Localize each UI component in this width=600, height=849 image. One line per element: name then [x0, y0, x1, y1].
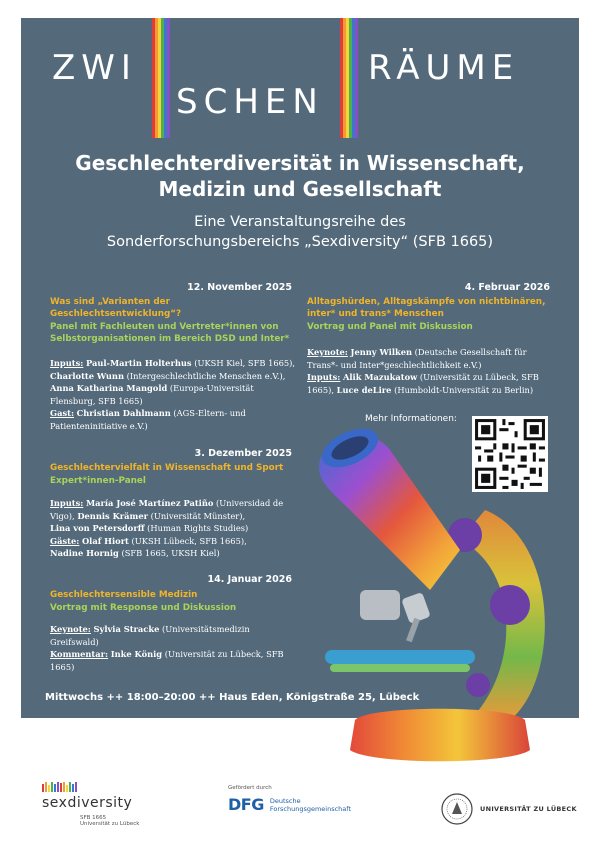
- speaker-line: Anna Katharina Mangold (Europa-Universität: [50, 383, 254, 393]
- dfg-name-line1: Deutsche: [269, 796, 301, 805]
- speaker-line: 1665): [50, 661, 75, 672]
- speaker-line: Greifswald): [50, 636, 99, 647]
- speaker-line: Inputs: Paul-Martin Holterhus (UKSH Kiel, SFB 1665),: [50, 358, 296, 368]
- rainbow-stripes-right: [340, 18, 358, 138]
- event-title: Geschlechtervielfalt in Wissenschaft und Sport: [50, 463, 284, 473]
- event-date: 14. Januar 2026: [207, 574, 292, 585]
- logo-schen: SCHEN: [176, 82, 324, 122]
- stripe-barcode-icon: [42, 782, 162, 792]
- speaker-line: Inputs: María José Martínez Patiño (Universidad de: [50, 498, 284, 508]
- uni-name: UNIVERSITÄT ZU LÜBECK: [480, 805, 577, 813]
- event-date: 12. November 2025: [187, 282, 292, 293]
- speaker-line: Patienteninitiative e.V.): [50, 420, 148, 431]
- event-speakers: [50, 357, 300, 432]
- event-date: 4. Februar 2026: [464, 282, 550, 293]
- event-speakers: [50, 497, 300, 560]
- more-info-label: Mehr Informationen:: [365, 414, 457, 424]
- speaker-line: Trans*- und Inter*geschlechtlichkeit e.V.): [307, 359, 482, 370]
- event-date: 3. Dezember 2025: [194, 448, 292, 459]
- speaker-line: Vigo), Dennis Krämer (Universität Münster),: [50, 510, 246, 521]
- knitted-microscope-illustration: [310, 420, 570, 770]
- funded-by-label: Gefördert durch: [228, 785, 272, 791]
- sexdiversity-logo: [42, 782, 162, 842]
- event-title: Geschlechtersensible Medizin: [50, 590, 198, 600]
- speaker-line: 1665), Luce deLire (Humboldt-Universität zu Berlin): [307, 384, 534, 395]
- speaker-line: Charlotte Wunn (Intergeschlechtliche Menschen e.V.),: [50, 370, 286, 381]
- dfg-logo: [228, 785, 358, 825]
- dfg-name-line2: Forschungsgemeinschaft: [269, 804, 351, 813]
- university-seal-icon: [440, 792, 474, 826]
- title-line-2: Medizin und Gesellschaft: [158, 177, 442, 201]
- speaker-line: Gäste: Olaf Hiort (UKSH Lübeck, SFB 1665),: [50, 535, 247, 546]
- speaker-line: Keynote: Sylvia Stracke (Universitätsmedizin: [50, 624, 250, 634]
- dfg-mark: DFG: [228, 795, 264, 814]
- event-format: Vortrag und Panel mit Diskussion: [307, 322, 473, 332]
- speaker-line: Lina von Petersdorff (Human Rights Studies): [50, 523, 249, 533]
- event-format: Expert*innen-Panel: [50, 476, 146, 486]
- uni-luebeck-logo: [440, 784, 580, 834]
- event-format: Panel mit Fachleuten und Vertreter*innen von Selbstorganisationen im Bereich DSD und Inter*: [50, 322, 290, 344]
- rainbow-stripes-left: [152, 18, 170, 138]
- speaker-line: Flensburg, SFB 1665): [50, 395, 143, 406]
- speaker-line: Gast: Christian Dahlmann (AGS-Eltern- und: [50, 408, 246, 418]
- sfb-label: SFB 1665: [80, 815, 107, 821]
- speaker-line: Keynote: Jenny Wilken (Deutsche Gesellschaft für: [307, 347, 527, 357]
- schedule-venue: Mittwochs ++ 18:00–20:00 ++ Haus Eden, Königstraße 25, Lübeck: [45, 692, 420, 703]
- speaker-line: Nadine Hornig (SFB 1665, UKSH Kiel): [50, 548, 220, 558]
- uni-small-label: Universität zu Lübeck: [80, 821, 140, 827]
- sexdiversity-wordmark: sexdiversity: [42, 795, 133, 811]
- subtitle-line-1: Eine Veranstaltungsreihe des: [194, 214, 406, 230]
- event-format: Vortrag mit Response und Diskussion: [50, 603, 237, 613]
- speaker-line: Inputs: Alik Mazukatow (Universität zu Lübeck, SFB: [307, 372, 539, 382]
- event-title: Alltagshürden, Alltagskämpfe von nichtbinären, inter* und trans* Menschen: [307, 297, 546, 319]
- event-title: Was sind „Varianten der Geschlechtsentwicklung“?: [50, 297, 182, 319]
- logo-raeume: RÄUME: [368, 48, 520, 88]
- event-speakers: [50, 623, 300, 673]
- logo-zwi: ZWI: [52, 48, 137, 88]
- subtitle-line-2: Sonderforschungsbereichs „Sexdiversity“ (SFB 1665): [106, 234, 494, 250]
- title-line-1: Geschlechterdiversität in Wissenschaft,: [75, 151, 525, 175]
- speaker-line: Kommentar: Inke König (Universität zu Lübeck, SFB: [50, 649, 284, 659]
- event-speakers: [307, 346, 557, 396]
